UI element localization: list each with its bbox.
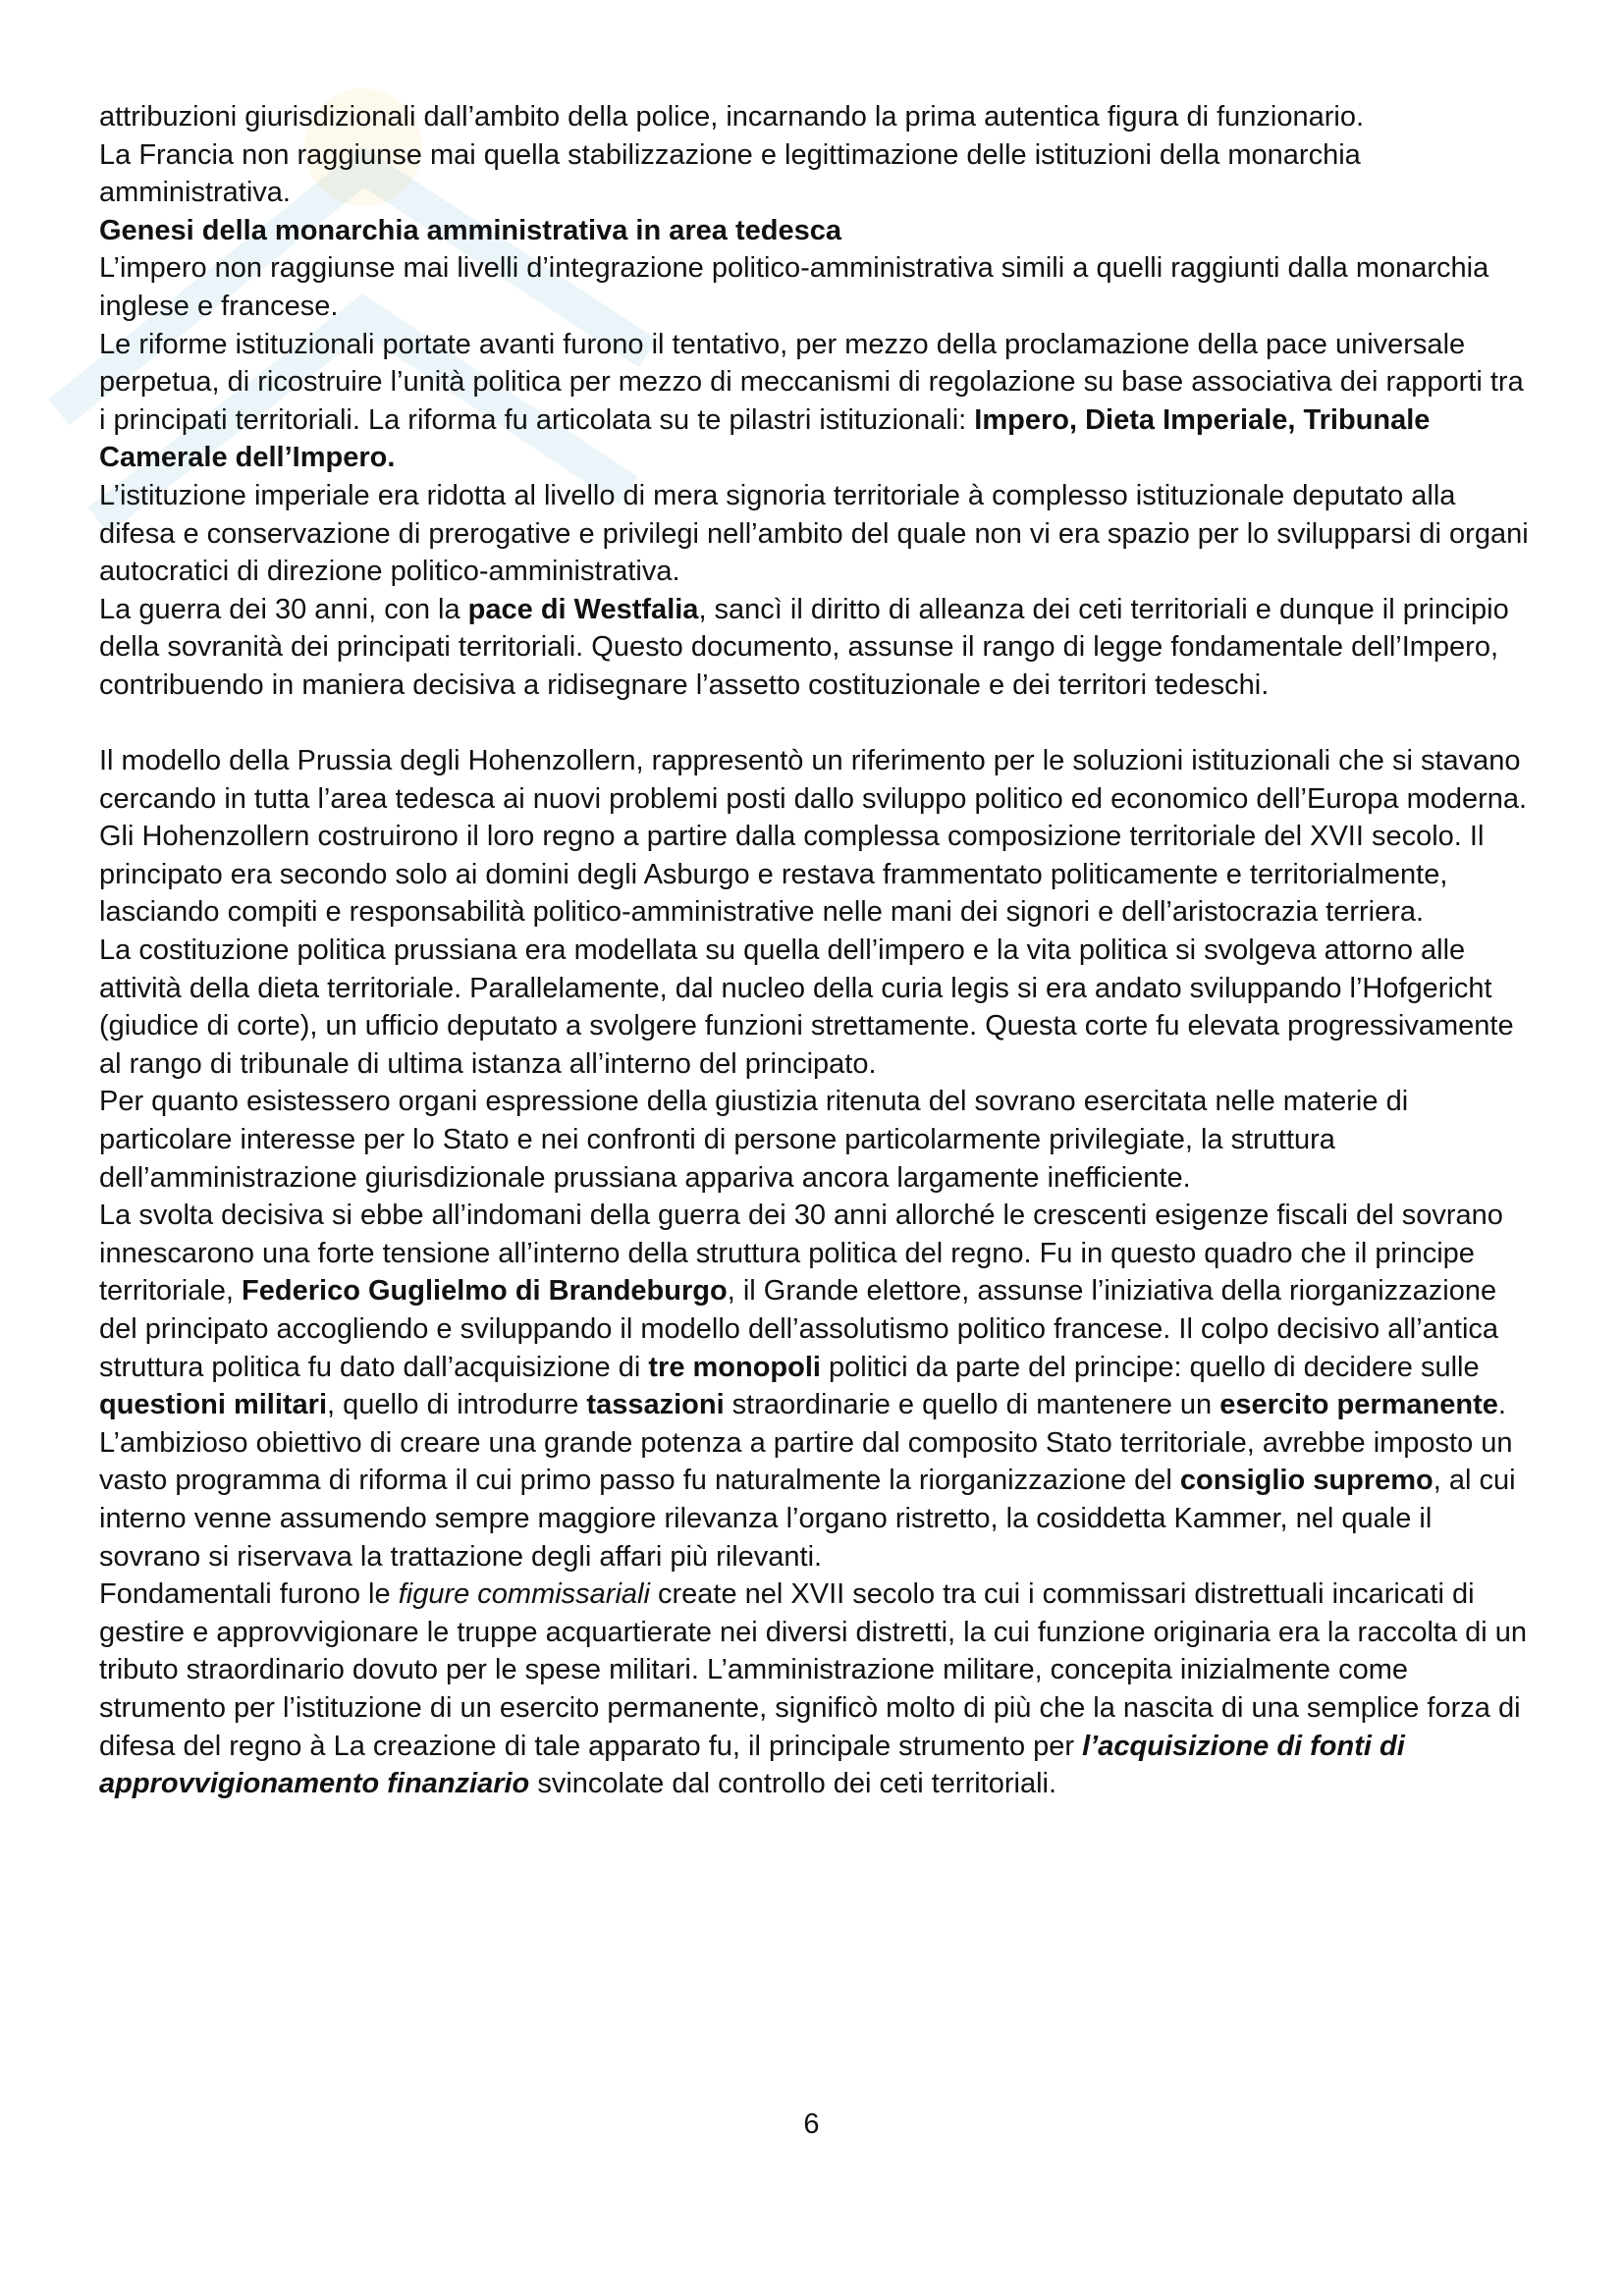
bold-text: questioni militari <box>99 1389 328 1421</box>
paragraph <box>99 1197 1533 1424</box>
paragraph <box>99 932 1533 1083</box>
italic-text: figure commissariali <box>398 1578 650 1611</box>
bold-text: Federico Guglielmo di Brandeburgo <box>242 1275 728 1308</box>
paragraph <box>99 136 1533 212</box>
bold-text: pace di Westfalia <box>467 593 699 625</box>
paragraph <box>99 98 1533 136</box>
paragraph <box>99 1575 1533 1803</box>
body-text: Le riforme istituzionali portate avanti furono il tentativo, per mezzo della proclamazione della pace universale perpetua, di ricostruire l’unità politica per mezzo di meccanismi di regolazione su base associativa dei rapporti tra i principati territoriali. La riforma fu articolata su te pilastri istituzionali: <box>99 328 1524 436</box>
paragraph <box>99 591 1533 705</box>
body-text: Per quanto esistessero organi espressione della giustizia ritenuta del sovrano esercitata nelle materie di particolare interesse per lo Stato e nei confronti di persone particolarmente privilegiate, la struttura dell’amministrazione giurisdizionale prussiana appariva ancora largamente inefficiente. <box>99 1086 1409 1194</box>
body-text: , il Grande elettore, assunse l’iniziativa della riorganizzazione del principato accogliendo e sviluppando il modello dell’assolutismo politico francese. Il colpo decisivo all’antica struttura politica fu dato dall’acquisizione di <box>99 1275 1499 1383</box>
emphasis-text: l’acquisizione di fonti di approvvigionamento finanziario <box>99 1730 1405 1800</box>
body-text: . <box>1497 1389 1506 1421</box>
bold-text: Genesi della monarchia amministrativa in area tedesca <box>99 214 841 246</box>
page-number: 6 <box>803 2109 820 2140</box>
body-text: create nel XVII secolo tra cui i commissari distrettuali incaricati di gestire e approvvigionare le truppe acquartierate nei diversi distretti, la cui funzione originaria era la raccolta di un tributo straordinario dovuto per le spese militari. L’amministrazione militare, concepita inizialmente come strumento per l’istituzione di un esercito permanente, significò molto di più che la nascita di una semplice forza di difesa del regno à La creazione di tale apparato fu, il principale strumento per <box>99 1578 1528 1762</box>
paragraph <box>99 1083 1533 1197</box>
paragraph-spacer <box>99 705 1533 743</box>
body-text: L’ambizioso obiettivo di creare una grande potenza a partire dal composito Stato territoriale, avrebbe imposto un vasto programma di riforma il cui primo passo fu naturalmente la riorganizzazione del <box>99 1426 1513 1497</box>
body-text: , al cui interno venne assumendo sempre maggiore rilevanza l’organo ristretto, la cosiddetta Kammer, nel quale il sovrano si riservava la trattazione degli affari più rilevanti. <box>99 1465 1516 1573</box>
body-text: L’istituzione imperiale era ridotta al livello di mera signoria territoriale à complesso istituzionale deputato alla difesa e conservazione di prerogative e privilegi nell’ambito del quale non vi era spazio per lo svilupparsi di organi autocratici di direzione politico-amministrativa. <box>99 479 1529 588</box>
body-text: La svolta decisiva si ebbe all’indomani della guerra dei 30 anni allorché le crescenti esigenze fiscali del sovrano innescarono una forte tensione all’interno della struttura politica del regno. Fu in questo quadro che il principe territoriale, <box>99 1200 1503 1308</box>
paragraph <box>99 742 1533 932</box>
body-text: La guerra dei 30 anni, con la <box>99 593 468 625</box>
body-text: straordinarie e quello di mantenere un <box>724 1389 1220 1421</box>
body-text: Fondamentali furono le <box>99 1578 399 1611</box>
paragraph <box>99 477 1533 591</box>
body-text: La Francia non raggiunse mai quella stabilizzazione e legittimazione delle istituzioni della monarchia amministrativa. <box>99 138 1361 209</box>
bold-text: consiglio supremo <box>1179 1465 1434 1497</box>
body-text: , sancì il diritto di alleanza dei ceti territoriali e dunque il principio della sovranità dei principati territoriali. Questo documento, assunse il rango di legge fondamentale dell’Impero, contribuendo in maniera decisiva a ridisegnare l’assetto costituzionale e dei territori tedeschi. <box>99 593 1509 701</box>
bold-text: tassazioni <box>586 1389 725 1421</box>
bold-text: Impero, Dieta Imperiale, Tribunale Camerale dell’Impero. <box>99 403 1431 474</box>
paragraph <box>99 1424 1533 1575</box>
body-text: La costituzione politica prussiana era modellata su quella dell’impero e la vita politica si svolgeva attorno alle attività della dieta territoriale. Parallelamente, dal nucleo della curia legis si era andato sviluppando l’Hofgericht (giudice di corte), un ufficio deputato a svolgere funzioni strettamente. Questa corte fu elevata progressivamente al rango di tribunale di ultima istanza all’interno del principato. <box>99 934 1514 1080</box>
body-text: attribuzioni giurisdizionali dall’ambito della police, incarnando la prima autentica figura di funzionario. <box>99 101 1365 133</box>
body-text: svincolate dal controllo dei ceti territoriali. <box>529 1768 1057 1800</box>
body-text: politici da parte del principe: quello di decidere sulle <box>820 1351 1480 1383</box>
bold-text: esercito permanente <box>1219 1389 1498 1421</box>
bold-text: tre monopoli <box>648 1351 821 1383</box>
paragraph <box>99 249 1533 325</box>
body-text: Il modello della Prussia degli Hohenzollern, rappresentò un riferimento per le soluzioni istituzionali che si stavano cercando in tutta l’area tedesca ai nuovi problemi posti dallo sviluppo politico ed economico dell’Europa moderna. Gli Hohenzollern costruirono il loro regno a partire dalla complessa composizione territoriale del XVII secolo. Il principato era secondo solo ai domini degli Asburgo e restava frammentato politicamente e territorialmente, lasciando compiti e responsabilità politico-amministrative nelle mani dei signori e dell’aristocrazia terriera. <box>99 745 1528 929</box>
paragraph <box>99 212 1533 250</box>
body-text: L’impero non raggiunse mai livelli d’integrazione politico-amministrativa simili a quelli raggiunti dalla monarchia inglese e francese. <box>99 252 1489 322</box>
document-body <box>99 98 1533 1803</box>
paragraph <box>99 326 1533 477</box>
body-text: , quello di introdurre <box>327 1389 587 1421</box>
